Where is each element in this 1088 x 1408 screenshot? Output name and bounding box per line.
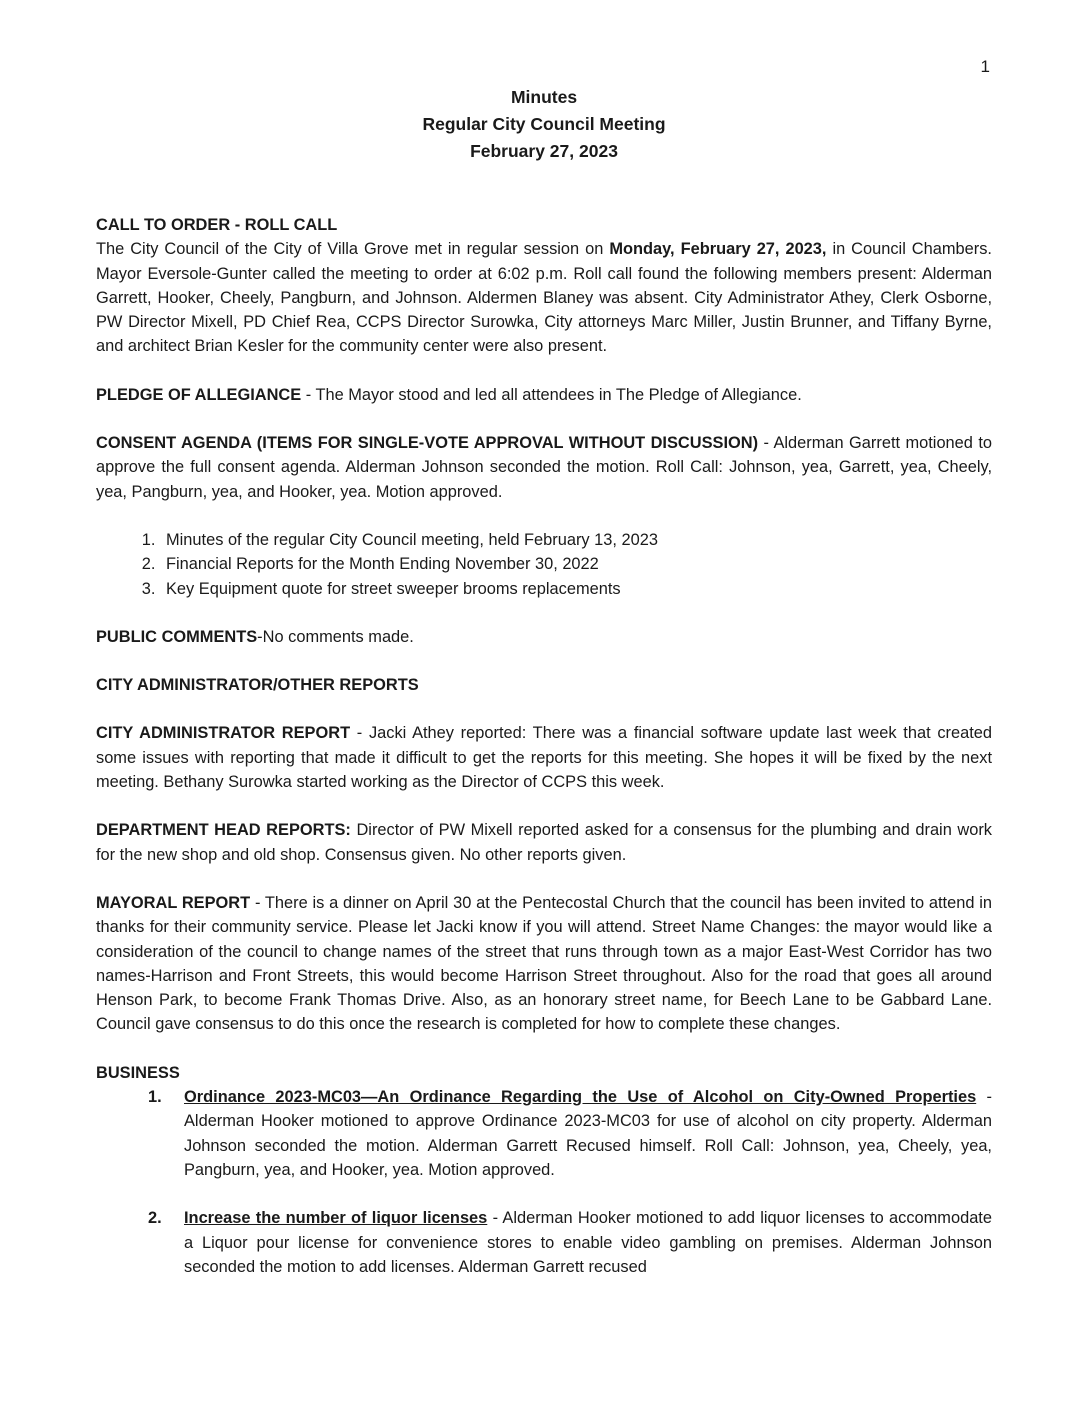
business-item-text: - Alderman Hooker motioned to add liquor licenses to accommodate a Liquor pour license for convenience stores to enable video gambling on premises. Alderman Johnson seconded the motion to add licenses. Alderman Garrett recused xyxy=(184,1209,992,1276)
call-to-order-heading: CALL TO ORDER - ROLL CALL xyxy=(96,216,338,234)
public-comments-section xyxy=(96,625,992,649)
consent-section xyxy=(96,431,992,504)
consent-heading: CONSENT AGENDA (ITEMS FOR SINGLE-VOTE APPROVAL WITHOUT DISCUSSION) xyxy=(96,434,759,453)
pledge-section xyxy=(96,383,992,407)
mayoral-report-heading: MAYORAL REPORT xyxy=(96,893,251,912)
consent-item: 3. Key Equipment quote for street sweeper brooms replacements xyxy=(160,577,992,601)
mayoral-report-text: - There is a dinner on April 30 at the Pentecostal Church that the council has been invited to attend in thanks for their community service. Please let Jacki know if you will attend. Street Name Changes: the mayor would like a consideration of the council to change names of the street that runs through town as a major East-West Corridor has two names-Harrison and Front Streets, this would become Harrison Street throughout. Also for the road that goes all around Henson Park, to become Frank Thomas Drive. Also, as an honorary street name, for Beech Lane to be Gabbard Lane. Council gave consensus to do this once the research is completed for how to complete these changes. xyxy=(96,893,992,1034)
call-to-order-section xyxy=(96,213,992,359)
business-item xyxy=(96,1206,992,1279)
pledge-text: - The Mayor stood and led all attendees in The Pledge of Allegiance. xyxy=(301,385,802,404)
business-item-number: 2. xyxy=(148,1209,162,1228)
consent-text: - Alderman Garrett motioned to approve the full consent agenda. Alderman Johnson seconded the motion. Roll Call: Johnson, yea, Garrett, yea, Cheely, yea, Pangburn, yea, and Hooker, yea. Motion approved. xyxy=(96,434,992,501)
call-to-order-text-before: The City Council of the City of Villa Grove met in regular session on xyxy=(96,240,610,259)
admin-report-text: - Jacki Athey reported: There was a financial software update last week that created some issues with reporting that made it difficult to get the reports for this meeting. She hopes it will be fixed by the next meeting. Bethany Surowka started working as the Director of CCPS this week. xyxy=(96,724,992,792)
call-to-order-text xyxy=(96,237,992,358)
call-to-order-text-after: in Council Chambers. Mayor Eversole-Gunter called the meeting to order at 6:02 p.m. Roll call found the following members present: Alderman Garrett, Hooker, Cheely, Pangburn, and Johnson. Aldermen Blaney was absent. City Administrator Athey, Clerk Osborne, PW Director Mixell, PD Chief Rea, CCPS Director Surowka, City attorneys Marc Miller, Justin Brunner, and Tiffany Byrne, and architect Brian Kesler for the community center were also present. xyxy=(96,240,992,356)
business-item-title: Increase the number of liquor licenses xyxy=(184,1209,488,1228)
meeting-date: Monday, February 27, 2023, xyxy=(609,240,827,259)
reports-heading: CITY ADMINISTRATOR/OTHER REPORTS xyxy=(96,676,419,695)
public-comments-heading: PUBLIC COMMENTS xyxy=(96,627,258,646)
business-item-title: Ordinance 2023-MC03—An Ordinance Regarding the Use of Alcohol on City-Owned Properties xyxy=(184,1088,977,1107)
business-item-body xyxy=(184,1206,992,1279)
consent-items-list xyxy=(96,528,992,601)
consent-item: 1. Minutes of the regular City Council meeting, held February 13, 2023 xyxy=(160,528,992,552)
mayoral-report-section xyxy=(96,891,992,1037)
consent-item: 2. Financial Reports for the Month Ending November 30, 2022 xyxy=(160,552,992,576)
dept-reports-section xyxy=(96,818,992,867)
page-number: 1 xyxy=(980,57,990,76)
business-item-body xyxy=(184,1085,992,1182)
dept-reports-heading: DEPARTMENT HEAD REPORTS: xyxy=(96,821,351,840)
business-item-text: - Alderman Hooker motioned to approve Ordinance 2023-MC03 for use of alcohol on city property. Alderman Johnson seconded the motion. Alderman Garrett Recused himself. Roll Call: Johnson, yea, Cheely, yea, Pangburn, yea, and Hooker, yea. Motion approved. xyxy=(184,1088,992,1179)
title-line-meeting: Regular City Council Meeting xyxy=(422,114,666,134)
pledge-heading: PLEDGE OF ALLEGIANCE xyxy=(96,385,302,404)
business-item xyxy=(96,1085,992,1182)
title-line-minutes: Minutes xyxy=(510,87,578,107)
document-title xyxy=(0,84,1088,165)
business-heading: BUSINESS xyxy=(96,1063,180,1082)
minutes-body xyxy=(96,213,992,1303)
business-item-number: 1. xyxy=(148,1088,162,1107)
public-comments-text: -No comments made. xyxy=(257,627,414,646)
dept-reports-text: Director of PW Mixell reported asked for a consensus for the plumbing and drain work for the new shop and old shop. Consensus given. No other reports given. xyxy=(96,821,992,864)
admin-report-heading: CITY ADMINISTRATOR REPORT xyxy=(96,724,351,743)
admin-report-section xyxy=(96,721,992,794)
title-line-date: February 27, 2023 xyxy=(470,141,618,161)
